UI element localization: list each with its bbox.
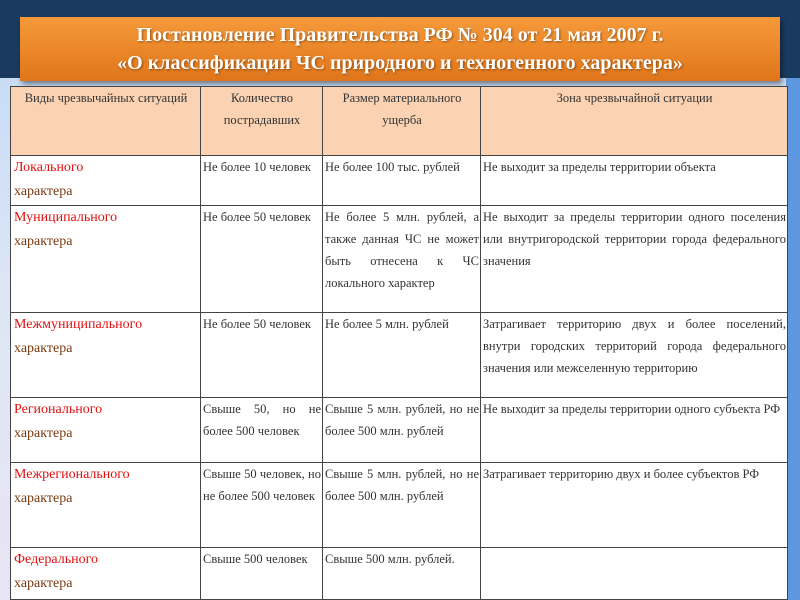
cell-kind bbox=[11, 463, 201, 548]
title-line-2: «О классификации ЧС природного и техногенного характера» bbox=[117, 52, 683, 74]
slide-decoration bbox=[786, 78, 800, 600]
cell-kind bbox=[11, 313, 201, 398]
cell-damage: Свыше 500 млн. рублей. bbox=[323, 548, 481, 600]
table-row bbox=[11, 398, 788, 463]
header-zone: Зона чрезвычайной ситуации bbox=[481, 87, 788, 156]
kind-suffix: характера bbox=[14, 576, 73, 591]
table-row bbox=[11, 206, 788, 313]
cell-victims: Не более 10 человек bbox=[201, 156, 323, 206]
cell-kind bbox=[11, 398, 201, 463]
header-row bbox=[11, 87, 788, 156]
cell-damage: Свыше 5 млн. рублей, но не более 500 млн. рублей bbox=[323, 463, 481, 548]
cell-damage: Свыше 5 млн. рублей, но не более 500 млн. рублей bbox=[323, 398, 481, 463]
cell-victims: Свыше 50, но не более 500 человек bbox=[201, 398, 323, 463]
kind-suffix: характера bbox=[14, 184, 73, 199]
table-row bbox=[11, 313, 788, 398]
kind-name: Федерального bbox=[14, 552, 99, 567]
cell-zone: Не выходит за пределы территории одного поселения или внутригородской территории города федерального значения bbox=[481, 206, 788, 313]
cell-victims: Не более 50 человек bbox=[201, 313, 323, 398]
cell-kind bbox=[11, 156, 201, 206]
table-row bbox=[11, 463, 788, 548]
kind-name: Межмуниципального bbox=[14, 317, 143, 332]
header-victims: Количество пострадавших bbox=[201, 87, 323, 156]
cell-damage: Не более 5 млн. рублей, а также данная ЧС не может быть отнесена к ЧС локального характер bbox=[323, 206, 481, 313]
cell-victims: Не более 50 человек bbox=[201, 206, 323, 313]
kind-suffix: характера bbox=[14, 491, 73, 506]
kind-name: Локального bbox=[14, 160, 84, 175]
header-damage: Размер материального ущерба bbox=[323, 87, 481, 156]
title-line-1: Постановление Правительства РФ № 304 от 21 мая 2007 г. bbox=[136, 24, 664, 46]
cell-zone: Затрагивает территорию двух и более поселений, внутри городских территорий города федерального значения или межселенную территорию bbox=[481, 313, 788, 398]
kind-suffix: характера bbox=[14, 426, 73, 441]
kind-name: Муниципального bbox=[14, 210, 118, 225]
cell-zone: Затрагивает территорию двух и более субъектов РФ bbox=[481, 463, 788, 548]
table-row bbox=[11, 548, 788, 600]
cell-kind bbox=[11, 206, 201, 313]
kind-suffix: характера bbox=[14, 234, 73, 249]
table-row bbox=[11, 156, 788, 206]
kind-name: Межрегионального bbox=[14, 467, 130, 482]
cell-kind bbox=[11, 548, 201, 600]
kind-name: Регионального bbox=[14, 402, 103, 417]
cell-zone bbox=[481, 548, 788, 600]
cell-victims: Свыше 50 человек, но не более 500 человек bbox=[201, 463, 323, 548]
cell-zone: Не выходит за пределы территории одного субъекта РФ bbox=[481, 398, 788, 463]
cell-zone: Не выходит за пределы территории объекта bbox=[481, 156, 788, 206]
header-kind: Виды чрезвычайных ситуаций bbox=[11, 87, 201, 156]
cell-damage: Не более 100 тыс. рублей bbox=[323, 156, 481, 206]
classification-table bbox=[10, 86, 788, 600]
cell-damage: Не более 5 млн. рублей bbox=[323, 313, 481, 398]
cell-victims: Свыше 500 человек bbox=[201, 548, 323, 600]
slide-title bbox=[20, 17, 780, 81]
kind-suffix: характера bbox=[14, 341, 73, 356]
